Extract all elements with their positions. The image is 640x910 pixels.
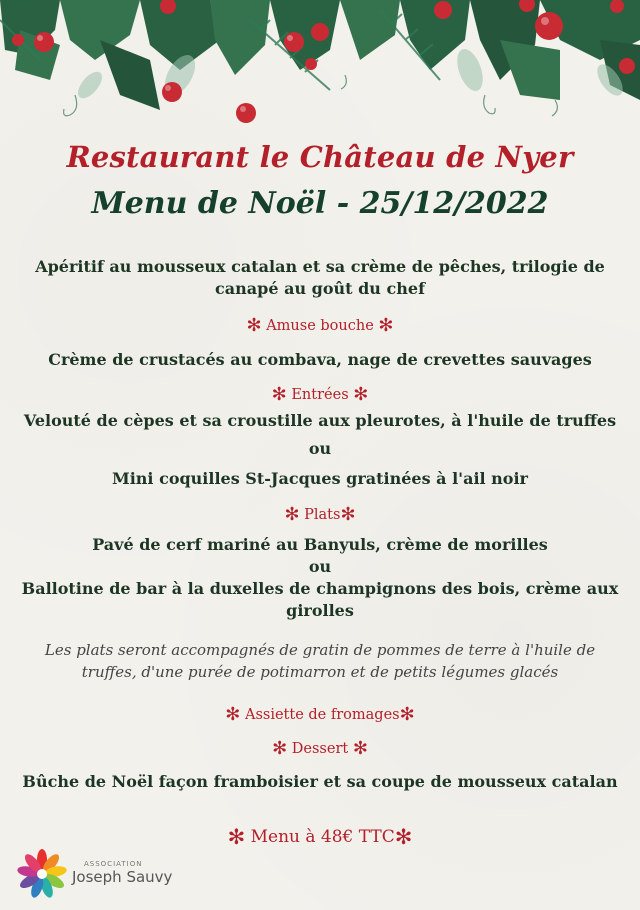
entree-item-1: Velouté de cèpes et sa croustille aux pleurotes, à l'huile de truffes [23, 411, 617, 430]
menu-price [0, 823, 640, 847]
star-icon: ✻ [352, 738, 368, 759]
plats-accompaniment-note: Les plats seront accompagnés de gratin de pommes de terre à l'huile de truffes, d'une purée de potimarron et de petits légumes glacés [44, 641, 596, 681]
price-label: Menu à 48€ TTC [250, 827, 395, 847]
section-label: Dessert [291, 741, 349, 757]
section-amuse-bouche [0, 314, 640, 335]
section-entrees [0, 383, 640, 404]
star-icon: ✻ [378, 315, 394, 336]
star-icon: ✻ [227, 825, 246, 849]
entree-item-2: Mini coquilles St-Jacques gratinées à l'ail noir [112, 469, 528, 488]
section-label: Plats [304, 507, 341, 523]
plat-item-1: Pavé de cerf mariné au Banyuls, crème de morilles [92, 535, 548, 554]
star-icon: ✻ [246, 315, 262, 336]
amuse-bouche-item: Crème de crustacés au combava, nage de crevettes sauvages [48, 350, 592, 369]
dessert-item: Bûche de Noël façon framboisier et sa coupe de mousseux catalan [22, 772, 618, 791]
star-icon: ✻ [399, 704, 415, 725]
section-label: Assiette de fromages [244, 707, 400, 723]
section-dessert [0, 737, 640, 758]
plat-item-2: Ballotine de bar à la duxelles de champignons des bois, crème aux girolles [21, 579, 619, 620]
star-icon: ✻ [394, 825, 413, 849]
star-icon: ✻ [284, 504, 300, 525]
menu-title: Menu de Noël - 25/12/2022 [91, 186, 549, 221]
star-icon: ✻ [225, 704, 241, 725]
section-label: Entrées [291, 387, 349, 403]
star-icon: ✻ [271, 384, 287, 405]
star-icon: ✻ [340, 504, 356, 525]
star-icon: ✻ [272, 738, 288, 759]
logo-name: Joseph Sauvy [72, 868, 173, 886]
section-fromages [0, 703, 640, 724]
star-icon: ✻ [353, 384, 369, 405]
section-label: Amuse bouche [266, 318, 374, 334]
entree-or: ou [308, 439, 332, 458]
holly-garland-decoration [0, 0, 640, 135]
restaurant-name: Restaurant le Château de Nyer [66, 140, 574, 174]
plat-or: ou [308, 557, 332, 576]
logo-association-label: ASSOCIATION [84, 860, 143, 868]
section-plats [0, 503, 640, 524]
aperitif-line: Apéritif au mousseux catalan et sa crème de pêches, trilogie de canapé au goût du chef [35, 257, 605, 298]
